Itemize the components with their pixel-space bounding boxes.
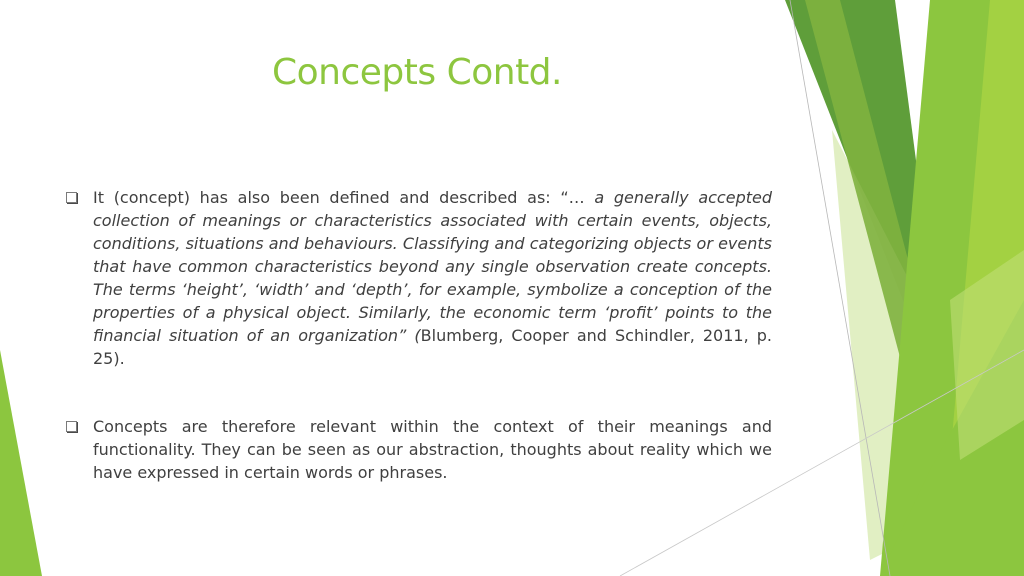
bullet-text [93,186,772,370]
bullet-lead-text: It (concept) has also been defined and described as: “… [93,188,595,207]
bullet-item-relevance [66,415,772,484]
bullet-text: Concepts are therefore relevant within the context of their meanings and functionality. They can be seen as our abstraction, thoughts about reality which we have expressed in certain words or phrases. [93,417,772,482]
slide-title: Concepts Contd. [272,52,562,93]
bullet-quote-text: a generally accepted collection of meanings or characteristics associated with certain events, objects, conditions, situations and behaviours. Classifying and categorizing objects or events that have common characteristics beyond any single observation create concepts. The terms ‘height’, ‘width’ and ‘depth’, for example, symbolize a conception of the properties of a physical object. Similarly, the economic term ‘profit’ points to the financial situation of an organization” ( [93,188,772,345]
bullet-item-definition [66,186,772,370]
square-bullet-icon [66,421,77,432]
bullet-citation-text: Blumberg, Cooper and Schindler, 2011, p. 25). [93,326,773,368]
deco-left-green-triangle [0,350,42,576]
square-bullet-icon [66,192,77,203]
